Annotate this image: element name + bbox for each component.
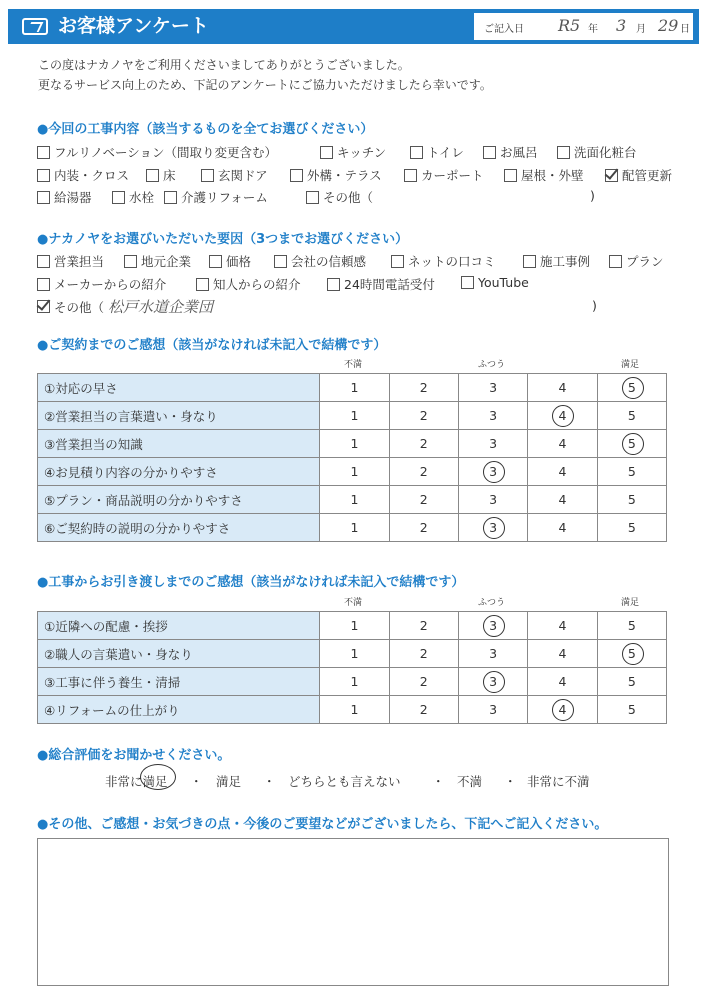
rating-option-1[interactable] <box>320 668 389 696</box>
checkbox[interactable] <box>320 146 333 159</box>
checkbox[interactable] <box>557 146 570 159</box>
rating-row <box>38 640 667 668</box>
rating-option-2[interactable] <box>389 612 458 640</box>
rating-option-1[interactable] <box>320 402 389 430</box>
rating-option-1[interactable] <box>320 486 389 514</box>
rating-option-5[interactable] <box>597 486 666 514</box>
rating-option-5[interactable] <box>597 374 666 402</box>
rating-option-4[interactable] <box>528 640 597 668</box>
checkbox-label: 地元企業 <box>141 254 192 269</box>
rating-option-3[interactable] <box>458 430 527 458</box>
rating-question: ②職人の言葉遣い・身なり <box>38 640 320 668</box>
section-work-type-title: ●今回の工事内容（該当するものを全てお選びください） <box>37 122 374 137</box>
checkbox-label: 施工事例 <box>540 254 591 269</box>
rating-question: ③営業担当の知識 <box>38 430 320 458</box>
checkbox-label: 給湯器 <box>54 190 92 205</box>
rating-number: 5 <box>627 646 636 661</box>
rating-number: 3 <box>489 492 498 507</box>
rating-option-5[interactable] <box>597 668 666 696</box>
overall-option-very-satisfied[interactable]: 非常に満足 <box>105 774 168 789</box>
rating-option-4[interactable] <box>528 458 597 486</box>
rating-question: ①対応の早さ <box>38 374 320 402</box>
checkbox-label: 配管更新 <box>622 168 673 183</box>
rating-number: 5 <box>627 674 636 689</box>
rating-option-1[interactable] <box>320 458 389 486</box>
rating-number: 4 <box>558 674 567 689</box>
checkbox-label: 玄関ドア <box>218 168 268 183</box>
rating-number: 3 <box>489 646 498 661</box>
checkbox-option[interactable] <box>504 166 584 184</box>
rating-option-1[interactable] <box>320 640 389 668</box>
rating-option-3[interactable] <box>458 458 527 486</box>
rating-number: 2 <box>419 674 428 689</box>
checkbox[interactable] <box>209 255 222 268</box>
section-overall-title: ●総合評価をお聞かせください。 <box>37 748 231 763</box>
rating-option-1[interactable] <box>320 514 389 542</box>
rating-option-3[interactable] <box>458 640 527 668</box>
rating-option-4[interactable] <box>528 612 597 640</box>
rating-number: 4 <box>558 520 567 535</box>
rating-option-3[interactable] <box>458 402 527 430</box>
checkbox[interactable] <box>37 255 50 268</box>
checkbox-option[interactable] <box>609 252 664 270</box>
reason-other-checkbox[interactable] <box>37 300 50 313</box>
scale-high-label: 満足 <box>621 360 640 370</box>
year-label: 年 <box>588 24 598 35</box>
rating-number: 4 <box>558 618 567 633</box>
selected-circle <box>552 699 574 721</box>
scale-low-label: 不満 <box>344 598 363 608</box>
rating-number: 1 <box>350 674 359 689</box>
section-contract-title: ●ご契約までのご感想（該当がなければ未記入で結構です） <box>37 338 387 353</box>
checkbox-option[interactable] <box>37 275 166 293</box>
checkbox-label: トイレ <box>427 145 464 160</box>
rating-number: 2 <box>419 464 428 479</box>
checkbox[interactable] <box>605 169 618 182</box>
checkbox-option[interactable] <box>327 275 435 293</box>
reason-other-option[interactable] <box>37 296 213 317</box>
checkbox[interactable] <box>146 169 159 182</box>
rating-question: ③工事に伴う養生・清掃 <box>38 668 320 696</box>
selected-circle <box>483 671 505 693</box>
checkbox[interactable] <box>523 255 536 268</box>
rating-option-2[interactable] <box>389 458 458 486</box>
rating-option-4[interactable] <box>528 668 597 696</box>
rating-option-5[interactable] <box>597 430 666 458</box>
rating-option-5[interactable] <box>597 696 666 724</box>
rating-option-3[interactable] <box>458 486 527 514</box>
overall-separator: ・ <box>190 774 203 789</box>
date-field[interactable] <box>474 13 693 40</box>
rating-number: 3 <box>489 702 498 717</box>
rating-number: 4 <box>558 380 567 395</box>
rating-option-5[interactable] <box>597 458 666 486</box>
rating-number: 3 <box>489 618 498 633</box>
rating-number: 1 <box>350 380 359 395</box>
checkbox-label: お風呂 <box>500 145 538 160</box>
rating-number: 2 <box>419 646 428 661</box>
rating-number: 2 <box>419 492 428 507</box>
construction-rating-table <box>37 611 667 724</box>
checkbox-label: 営業担当 <box>54 254 105 269</box>
rating-number: 1 <box>350 702 359 717</box>
day-value: 29 <box>658 16 679 35</box>
rating-option-1[interactable] <box>320 430 389 458</box>
rating-number: 5 <box>627 464 636 479</box>
rating-row <box>38 402 667 430</box>
checkbox[interactable] <box>37 146 50 159</box>
rating-option-3[interactable] <box>458 696 527 724</box>
selected-circle <box>483 517 505 539</box>
other-close-paren: ) <box>590 188 595 203</box>
rating-number: 5 <box>627 618 636 633</box>
rating-option-4[interactable] <box>528 402 597 430</box>
checkbox-option[interactable] <box>461 275 529 290</box>
rating-option-1[interactable] <box>320 696 389 724</box>
checkbox-label: カーポート <box>421 168 484 183</box>
rating-option-5[interactable] <box>597 514 666 542</box>
checkbox-label: プラン <box>626 254 664 269</box>
checkbox-option[interactable] <box>37 166 129 184</box>
checkbox[interactable] <box>37 191 50 204</box>
checkbox[interactable] <box>37 278 50 291</box>
rating-option-2[interactable] <box>389 696 458 724</box>
rating-option-5[interactable] <box>597 612 666 640</box>
rating-row <box>38 430 667 458</box>
rating-option-4[interactable] <box>528 696 597 724</box>
checkbox[interactable] <box>164 191 177 204</box>
rating-option-2[interactable] <box>389 640 458 668</box>
rating-row <box>38 374 667 402</box>
checkbox[interactable] <box>290 169 303 182</box>
checkbox-option[interactable] <box>209 252 251 270</box>
rating-option-3[interactable] <box>458 514 527 542</box>
rating-option-3[interactable] <box>458 374 527 402</box>
checkbox-label: フルリノベーション（間取り変更含む） <box>54 145 278 160</box>
rating-number: 3 <box>489 436 498 451</box>
checkbox-option[interactable] <box>112 188 154 206</box>
rating-number: 3 <box>489 520 498 535</box>
checkbox-label: キッチン <box>337 145 387 160</box>
contract-rating-table <box>37 373 667 542</box>
section-reason-title: ●ナカノヤをお選びいただいた要因（3つまでお選びください） <box>37 232 409 247</box>
rating-question: ①近隣への配慮・挨拶 <box>38 612 320 640</box>
rating-question: ②営業担当の言葉遣い・身なり <box>38 402 320 430</box>
rating-number: 4 <box>558 492 567 507</box>
rating-option-4[interactable] <box>528 430 597 458</box>
checkbox-option[interactable] <box>201 166 268 184</box>
rating-row <box>38 668 667 696</box>
rating-option-4[interactable] <box>528 486 597 514</box>
rating-option-1[interactable] <box>320 374 389 402</box>
checkbox[interactable] <box>410 146 423 159</box>
rating-number: 4 <box>558 464 567 479</box>
rating-number: 2 <box>419 380 428 395</box>
checkbox-option[interactable] <box>196 275 301 293</box>
rating-number: 1 <box>350 646 359 661</box>
rating-number: 2 <box>419 618 428 633</box>
checkbox[interactable] <box>306 191 319 204</box>
comment-box[interactable] <box>37 838 669 986</box>
checkbox-option[interactable] <box>37 188 92 206</box>
rating-number: 5 <box>627 408 636 423</box>
intro-line-1: この度はナカノヤをご利用くださいましてありがとうございました。 <box>38 58 410 72</box>
rating-option-5[interactable] <box>597 640 666 668</box>
overall-option-neutral[interactable]: どちらとも言えない <box>288 774 401 789</box>
survey-title: お客様アンケート <box>58 15 209 37</box>
rating-number: 3 <box>489 380 498 395</box>
checkbox-label: その他（ <box>323 190 374 205</box>
checkbox-option[interactable] <box>523 252 590 270</box>
selected-circle <box>622 643 644 665</box>
checkbox-option[interactable] <box>146 166 176 184</box>
checkbox-label: 水栓 <box>129 190 155 205</box>
overall-separator: ・ <box>504 774 517 789</box>
checkbox-option[interactable] <box>557 143 637 161</box>
rating-question: ⑤プラン・商品説明の分かりやすさ <box>38 486 320 514</box>
checkbox-option[interactable] <box>605 166 672 184</box>
checkbox-label: YouTube <box>478 275 529 290</box>
overall-option-dissatisfied[interactable]: 不満 <box>457 774 483 789</box>
rating-row <box>38 458 667 486</box>
overall-option-satisfied[interactable]: 満足 <box>216 774 242 789</box>
checkbox-label: 床 <box>163 168 176 183</box>
selected-circle <box>552 405 574 427</box>
checkbox-label: 知人からの紹介 <box>213 277 301 292</box>
year-value: R5 <box>558 16 581 35</box>
checkbox-label: 24時間電話受付 <box>344 277 435 292</box>
rating-number: 1 <box>350 492 359 507</box>
checkbox-label: 会社の信頼感 <box>291 254 367 269</box>
checkbox[interactable] <box>327 278 340 291</box>
checkbox[interactable] <box>274 255 287 268</box>
checkbox[interactable] <box>124 255 137 268</box>
rating-option-2[interactable] <box>389 486 458 514</box>
checkbox[interactable] <box>201 169 214 182</box>
month-label: 月 <box>636 24 646 35</box>
checkbox-label: 内装・クロス <box>54 168 130 183</box>
section-comment-title: ●その他、ご感想・お気づきの点・今後のご要望などがございましたら、下記へご記入ください。 <box>37 817 608 832</box>
checkbox-label: 屋根・外壁 <box>521 168 584 183</box>
overall-separator: ・ <box>432 774 445 789</box>
checkbox[interactable] <box>483 146 496 159</box>
checkbox[interactable] <box>404 169 417 182</box>
scale-high-label: 満足 <box>621 598 640 608</box>
reason-other-close-paren: ) <box>592 298 597 313</box>
rating-number: 5 <box>627 436 636 451</box>
selected-circle <box>622 433 644 455</box>
checkbox[interactable] <box>461 276 474 289</box>
rating-question: ⑥ご契約時の説明の分かりやすさ <box>38 514 320 542</box>
checkbox-option[interactable] <box>37 252 104 270</box>
rating-number: 1 <box>350 408 359 423</box>
checkbox-option[interactable] <box>164 188 268 206</box>
checkbox[interactable] <box>37 169 50 182</box>
checkbox-option[interactable] <box>404 166 484 184</box>
rating-number: 5 <box>627 380 636 395</box>
rating-option-2[interactable] <box>389 514 458 542</box>
checkbox-option[interactable] <box>274 252 366 270</box>
rating-number: 2 <box>419 702 428 717</box>
rating-row <box>38 612 667 640</box>
reason-other-handwritten: 松戸水道企業団 <box>108 298 214 316</box>
selected-circle <box>483 461 505 483</box>
rating-question: ④お見積り内容の分かりやすさ <box>38 458 320 486</box>
overall-option-very-dissatisfied[interactable]: 非常に不満 <box>527 774 590 789</box>
company-logo-icon <box>22 18 48 35</box>
rating-number: 1 <box>350 618 359 633</box>
rating-option-3[interactable] <box>458 612 527 640</box>
rating-number: 4 <box>558 408 567 423</box>
header-bar <box>8 9 699 44</box>
rating-number: 2 <box>419 436 428 451</box>
checkbox-option[interactable] <box>391 252 496 270</box>
section-construction-title: ●工事からお引き渡しまでのご感想（該当がなければ未記入で結構です） <box>37 575 465 590</box>
selected-circle <box>622 377 644 399</box>
rating-number: 5 <box>627 492 636 507</box>
checkbox-option[interactable] <box>320 143 386 161</box>
scale-mid-label: ふつう <box>478 360 506 370</box>
rating-option-1[interactable] <box>320 612 389 640</box>
rating-number: 3 <box>489 674 498 689</box>
rating-option-2[interactable] <box>389 374 458 402</box>
rating-option-2[interactable] <box>389 668 458 696</box>
month-value: 3 <box>616 16 627 35</box>
date-label: ご記入日 <box>484 24 524 35</box>
checkbox-option[interactable] <box>410 143 464 161</box>
checkbox[interactable] <box>196 278 209 291</box>
checkbox[interactable] <box>112 191 125 204</box>
scale-mid-label: ふつう <box>478 598 506 608</box>
checkbox[interactable] <box>391 255 404 268</box>
checkbox-label: メーカーからの紹介 <box>54 277 167 292</box>
rating-number: 2 <box>419 408 428 423</box>
checkbox-label: 介護リフォーム <box>181 190 268 205</box>
rating-row <box>38 696 667 724</box>
checkbox-option[interactable] <box>290 166 382 184</box>
intro-line-2: 更なるサービス向上のため、下記のアンケートにご協力いただけましたら幸いです。 <box>38 78 492 92</box>
checkbox-label: 価格 <box>226 254 252 269</box>
rating-question: ④リフォームの仕上がり <box>38 696 320 724</box>
rating-number: 5 <box>627 702 636 717</box>
rating-number: 5 <box>627 520 636 535</box>
checkbox-label: 外構・テラス <box>307 168 382 183</box>
reason-other-label: その他（ <box>54 299 105 315</box>
rating-number: 3 <box>489 464 498 479</box>
rating-number: 3 <box>489 408 498 423</box>
rating-number: 4 <box>558 646 567 661</box>
rating-number: 2 <box>419 520 428 535</box>
checkbox[interactable] <box>609 255 622 268</box>
rating-number: 1 <box>350 464 359 479</box>
rating-option-5[interactable] <box>597 402 666 430</box>
rating-row <box>38 486 667 514</box>
rating-option-2[interactable] <box>389 402 458 430</box>
rating-number: 4 <box>558 436 567 451</box>
checkbox-option[interactable] <box>306 188 373 206</box>
checkbox-label: 洗面化粧台 <box>574 145 637 160</box>
checkbox-label: ネットの口コミ <box>408 254 496 269</box>
scale-low-label: 不満 <box>344 360 363 370</box>
rating-number: 1 <box>350 436 359 451</box>
checkbox-option[interactable] <box>124 252 191 270</box>
rating-option-2[interactable] <box>389 430 458 458</box>
day-label: 日 <box>680 24 690 35</box>
selected-circle <box>483 615 505 637</box>
rating-option-4[interactable] <box>528 374 597 402</box>
checkbox[interactable] <box>504 169 517 182</box>
checkbox-option[interactable] <box>37 143 277 161</box>
rating-number: 4 <box>558 702 567 717</box>
rating-number: 1 <box>350 520 359 535</box>
rating-row <box>38 514 667 542</box>
checkbox-option[interactable] <box>483 143 538 161</box>
overall-separator: ・ <box>263 774 276 789</box>
rating-option-4[interactable] <box>528 514 597 542</box>
rating-option-3[interactable] <box>458 668 527 696</box>
